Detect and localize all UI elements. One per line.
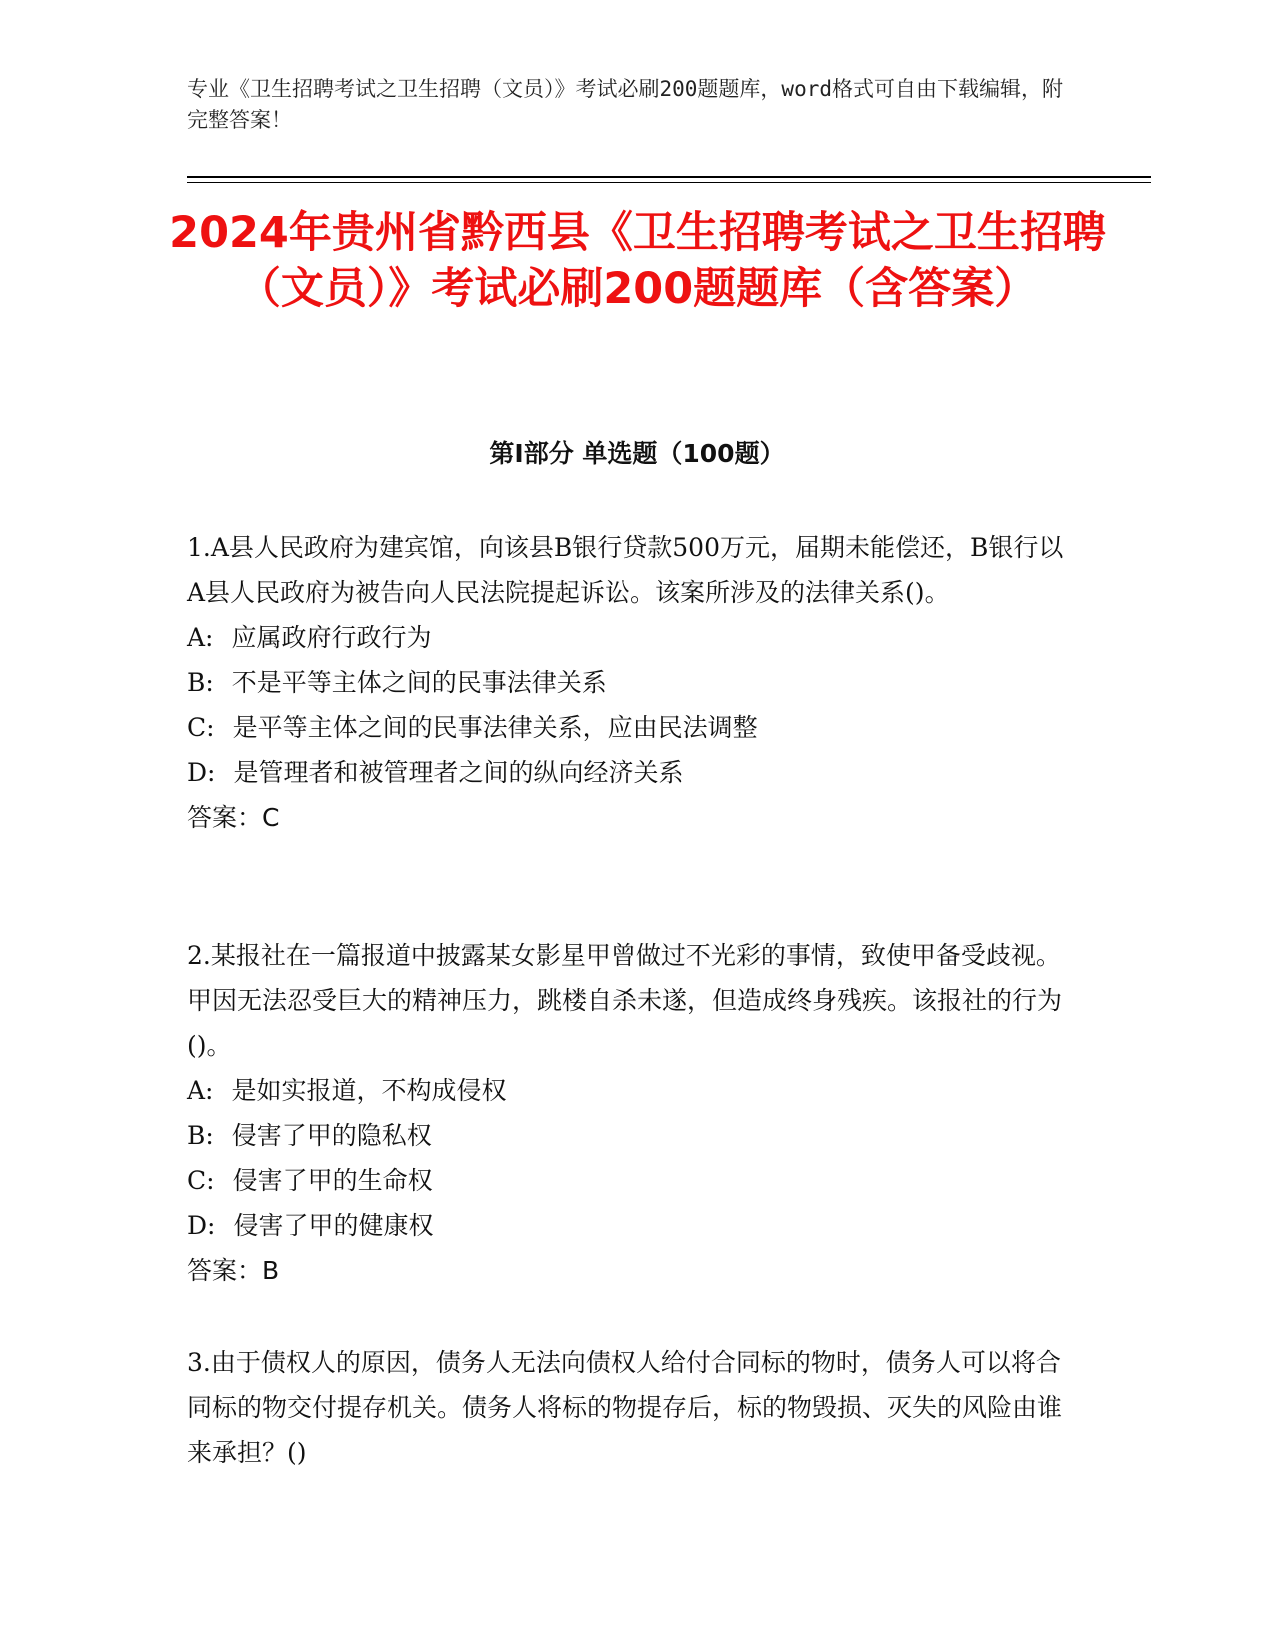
header-divider-thick (187, 176, 1151, 178)
question-stem: 3.由于债权人的原因，债务人无法向债权人给付合同标的物时，债务人可以将合同标的物交付提存机关。债务人将标的物提存后，标的物毁损、灭失的风险由谁来承担？() (187, 1348, 1063, 1467)
header-note: 专业《卫生招聘考试之卫生招聘（文员）》考试必刷200题题库，word格式可自由下载编辑，附完整答案！ (187, 77, 1063, 132)
question-2 (187, 933, 1079, 1293)
option-letter: A: (187, 1076, 214, 1105)
option-text: 侵害了甲的隐私权 (231, 1121, 432, 1150)
option-c (187, 705, 1079, 750)
option-letter: A: (187, 623, 214, 652)
answer: 答案：C (187, 803, 280, 832)
option-text: 是管理者和被管理者之间的纵向经济关系 (233, 758, 684, 787)
option-text: 侵害了甲的生命权 (232, 1166, 433, 1195)
option-text: 侵害了甲的健康权 (233, 1211, 434, 1240)
answer: 答案：B (187, 1256, 280, 1285)
header-divider-thin (187, 182, 1151, 183)
option-text: 是如实报道，不构成侵权 (231, 1076, 507, 1105)
question-1 (187, 525, 1079, 840)
option-c (187, 1158, 1079, 1203)
option-text: 不是平等主体之间的民事法律关系 (231, 668, 607, 697)
section-heading: 第I部分 单选题（100题） (489, 439, 785, 468)
option-letter: C: (187, 1166, 215, 1195)
option-a (187, 1068, 1079, 1113)
option-a (187, 615, 1079, 660)
document-title: 2024年贵州省黔西县《卫生招聘考试之卫生招聘（文员）》考试必刷200题题库（含答案） (169, 208, 1106, 314)
option-text: 应属政府行政行为 (231, 623, 432, 652)
option-d (187, 1203, 1079, 1248)
option-letter: B: (187, 668, 214, 697)
option-b (187, 660, 1079, 705)
option-d (187, 750, 1079, 795)
option-letter: B: (187, 1121, 214, 1150)
option-text: 是平等主体之间的民事法律关系，应由民法调整 (232, 713, 758, 742)
option-b (187, 1113, 1079, 1158)
option-letter: D: (187, 758, 216, 787)
option-letter: C: (187, 713, 215, 742)
question-3 (187, 1340, 1079, 1475)
option-letter: D: (187, 1211, 216, 1240)
question-stem: 2.某报社在一篇报道中披露某女影星甲曾做过不光彩的事情，致使甲备受歧视。甲因无法忍受巨大的精神压力，跳楼自杀未遂，但造成终身残疾。该报社的行为()。 (187, 941, 1063, 1060)
question-stem: 1.A县人民政府为建宾馆，向该县B银行贷款500万元，届期未能偿还，B银行以A县人民政府为被告向人民法院提起诉讼。该案所涉及的法律关系()。 (187, 533, 1064, 607)
